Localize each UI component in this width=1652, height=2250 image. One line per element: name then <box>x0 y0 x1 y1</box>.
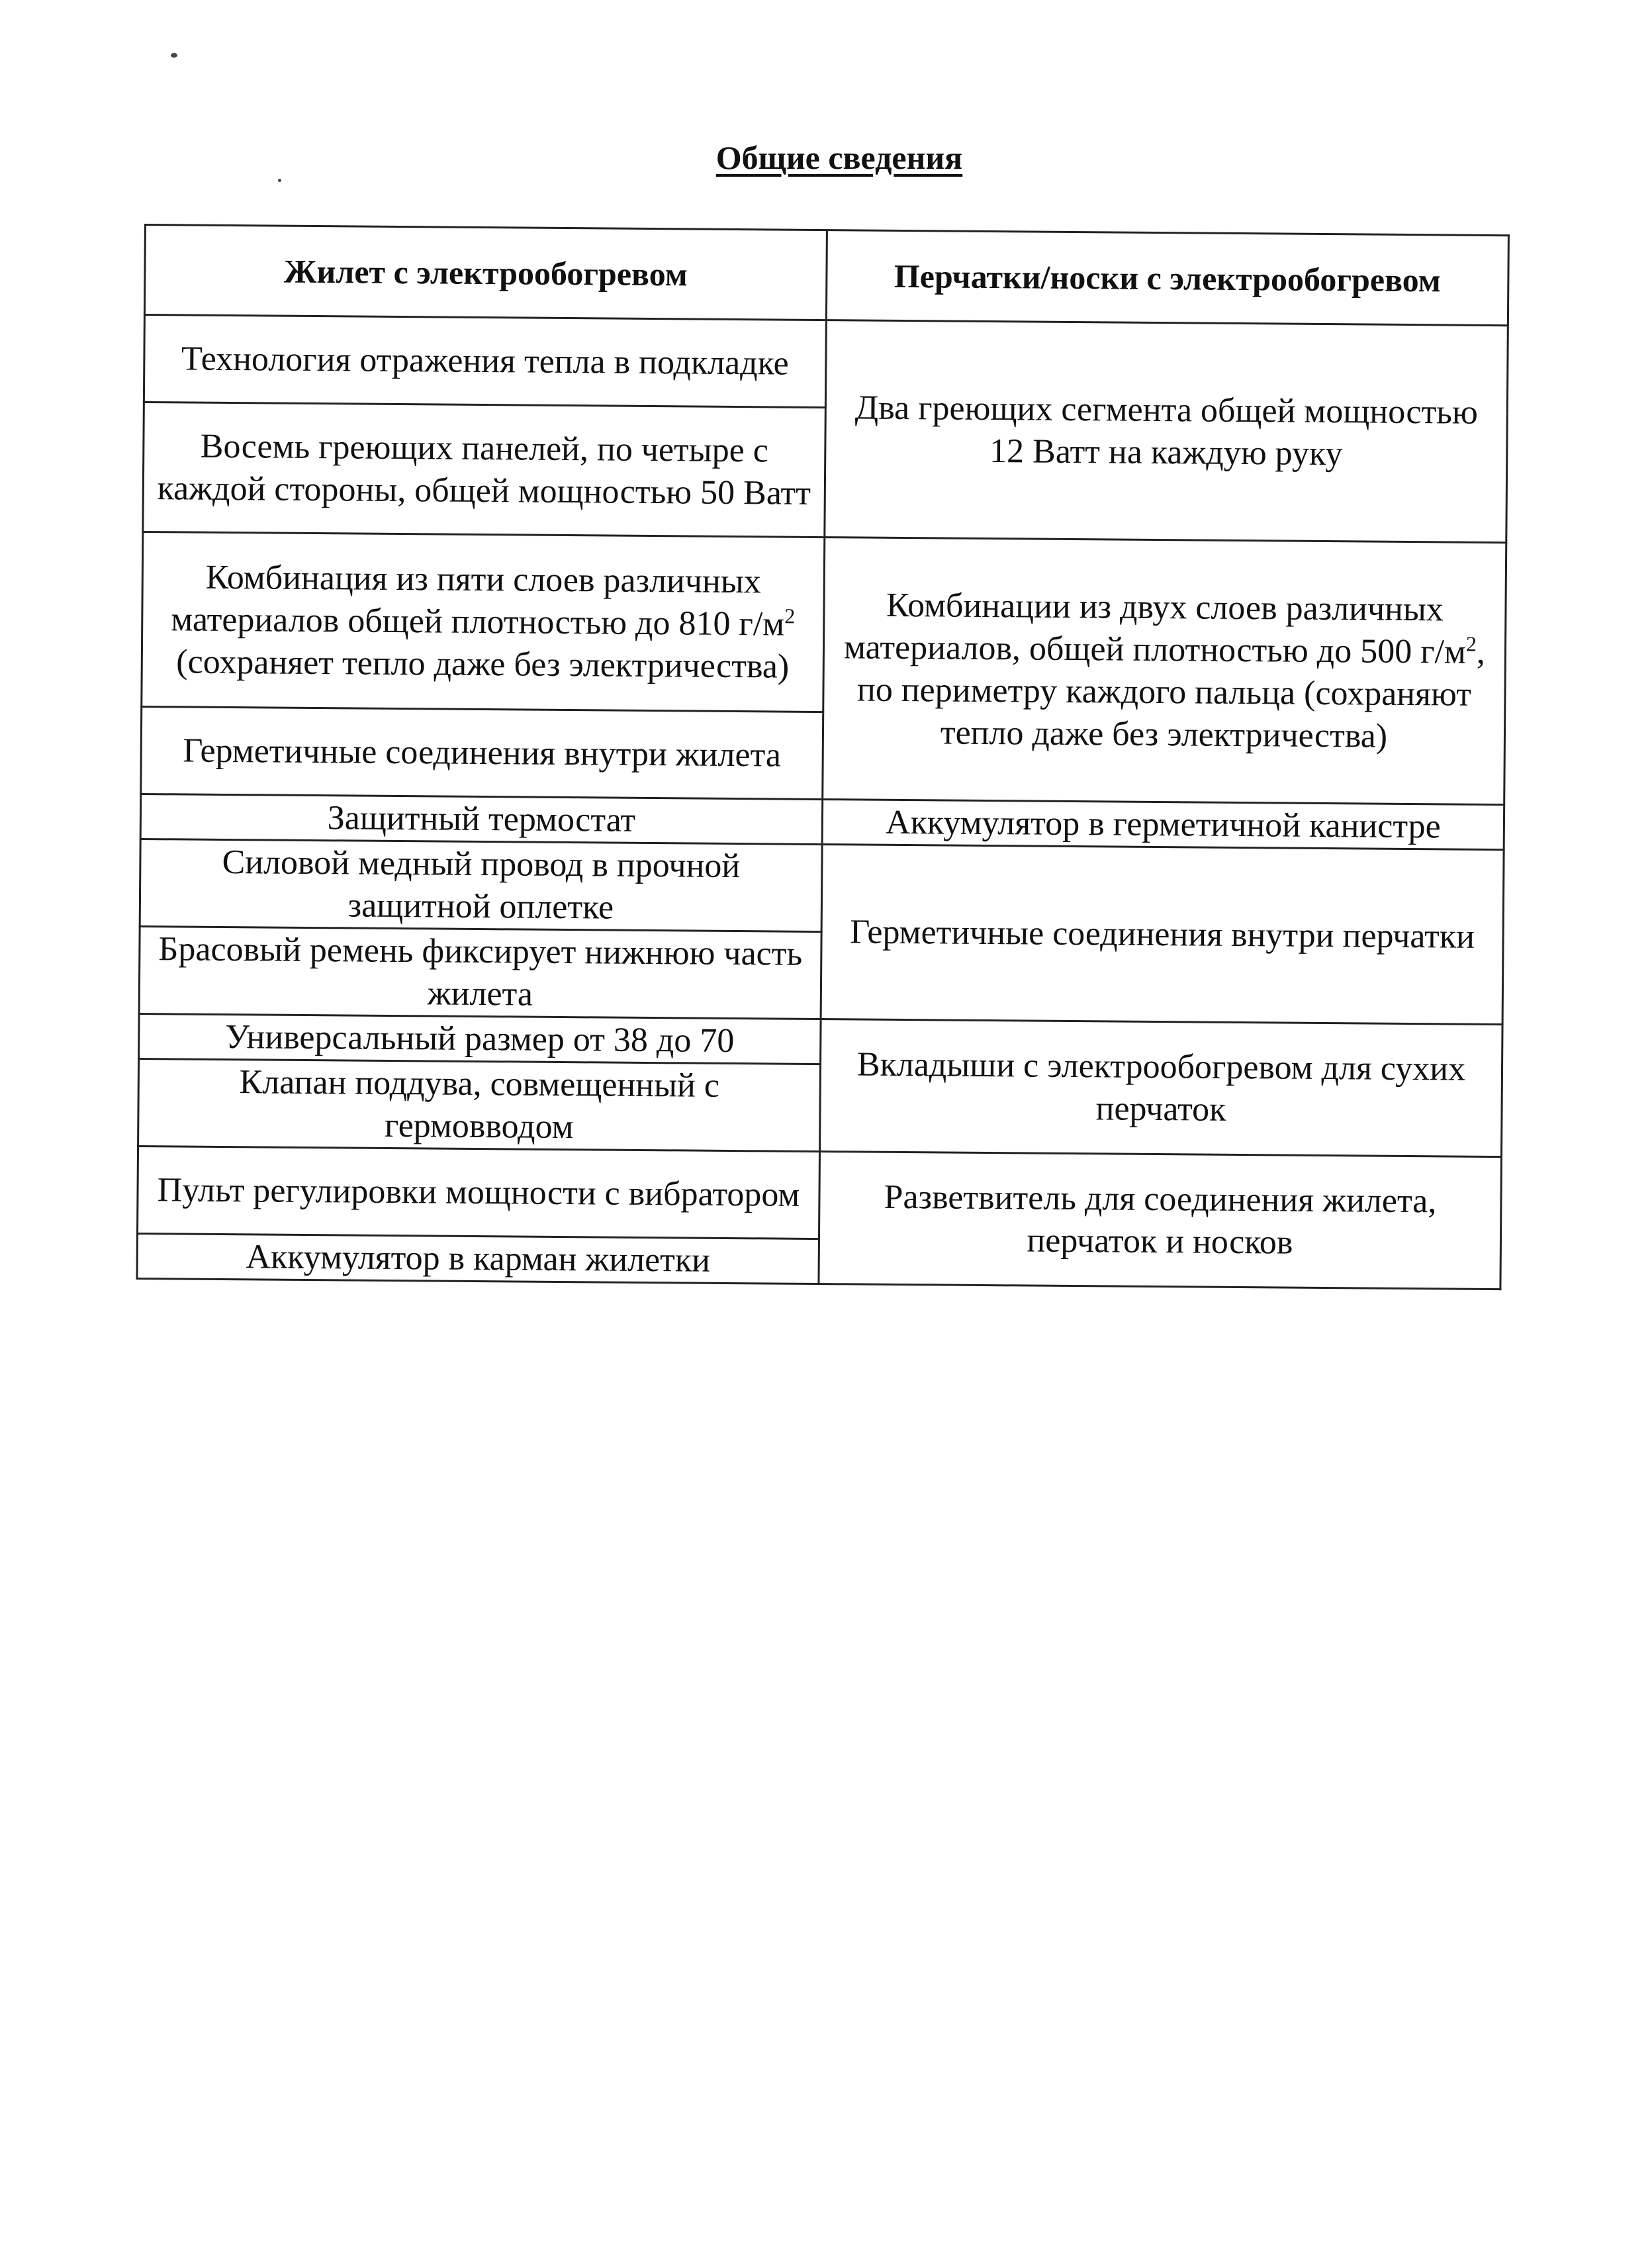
table-row <box>138 1146 1502 1244</box>
vest-cell: Восемь греющих панелей, по четыре с каждой стороны, общей мощностью 50 Ватт <box>143 402 826 538</box>
vest-cell: Технология отражения тепла в подкладке <box>144 315 826 408</box>
table-row <box>142 532 1506 717</box>
superscript: 2 <box>1465 631 1477 656</box>
vest-cell: Универсальный размер от 38 до 70 <box>139 1013 821 1064</box>
vest-cell: Аккумулятор в карман жилетки <box>137 1233 819 1284</box>
speck-mark <box>278 179 281 182</box>
table-header-row <box>144 225 1508 326</box>
vest-cell: Герметичные соединения внутри жилета <box>141 706 823 799</box>
vest-cell: Брасовый ремень фиксирует нижнюю часть жилета <box>139 926 821 1019</box>
spec-table <box>136 224 1509 1290</box>
glove-cell-text: , по периметру каждого пальца (сохраняют тепло даже без электричества) <box>856 633 1486 755</box>
glove-cell-text: Комбинации из двух слоев различных материалов, общей плотностью до 500 г/м <box>843 586 1467 671</box>
header-vest: Жилет с электрообогревом <box>144 225 827 320</box>
glove-cell: Вкладыши с электрообогревом для сухих перчаток <box>820 1019 1503 1157</box>
table-row <box>140 839 1504 937</box>
glove-cell: Разветвитель для соединения жилета, перчаток и носков <box>819 1152 1502 1289</box>
vest-cell: Клапан поддува, совмещенный с гермовводом <box>138 1058 821 1151</box>
vest-cell-text: Комбинация из пяти слоев различных материалов общей плотностью до 810 г/м <box>171 558 785 643</box>
glove-cell: Герметичные соединения внутри перчатки <box>821 845 1504 1025</box>
speck-mark <box>171 53 177 58</box>
glove-cell <box>823 538 1506 805</box>
vest-cell <box>142 532 825 712</box>
glove-cell: Аккумулятор в герметичной канистре <box>822 800 1504 850</box>
vest-cell: Пульт регулировки мощности с вибратором <box>138 1146 820 1239</box>
superscript: 2 <box>784 603 796 628</box>
vest-cell: Силовой медный провод в прочной защитной оплетке <box>140 839 822 931</box>
table-row <box>144 315 1508 413</box>
vest-cell-text: (сохраняет тепло даже без электричества) <box>176 642 790 686</box>
glove-cell: Два греющих сегмента общей мощностью 12 Ватт на каждую руку <box>825 320 1508 543</box>
page-title: Общие сведения <box>715 139 963 176</box>
header-gloves: Перчатки/носки с электрообогревом <box>826 230 1508 326</box>
vest-cell: Защитный термостат <box>140 794 823 844</box>
